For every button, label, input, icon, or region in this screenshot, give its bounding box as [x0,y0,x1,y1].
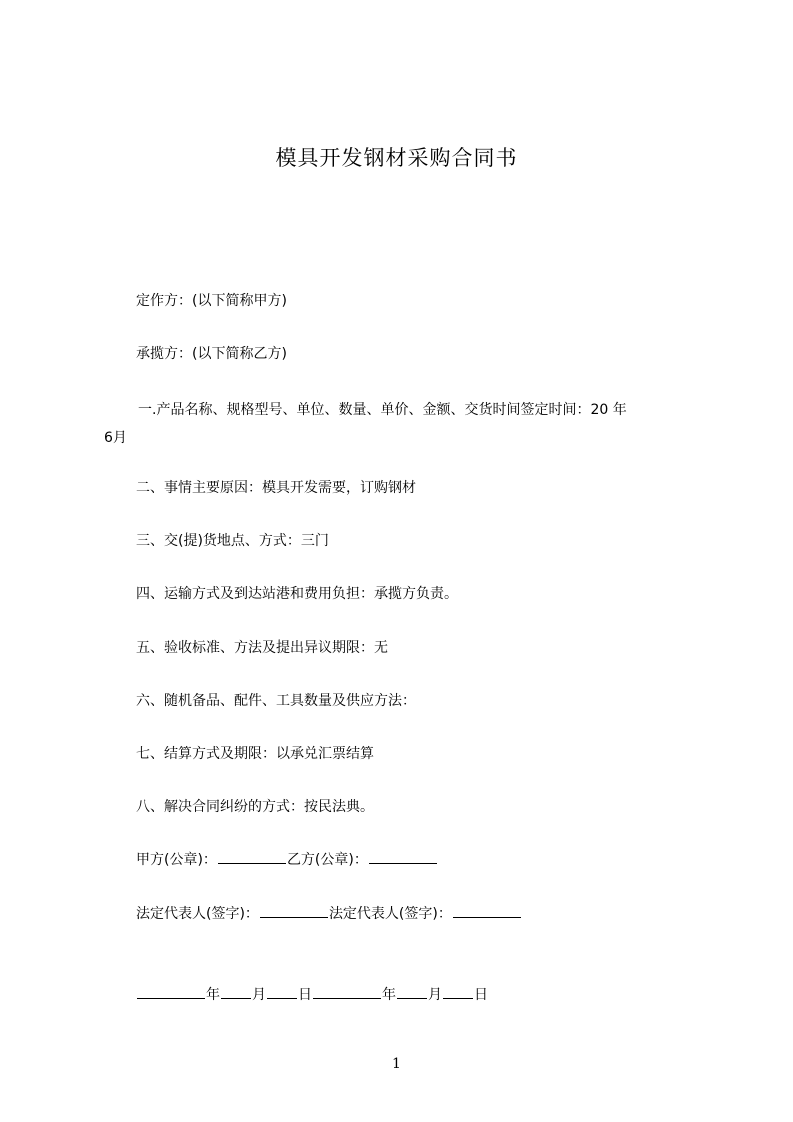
clause-3: 三、交(提)货地点、方式：三门 [136,533,329,549]
rep-b-label: 法定代表人(签字)： [328,906,452,922]
date-a-day-label: 日 [298,987,312,1003]
seal-a-label: 甲方(公章)： [136,852,217,868]
date-a-year-label: 年 [206,987,220,1003]
representative-line [136,903,522,925]
date-b-month-label: 月 [428,987,442,1003]
clause-7: 七、结算方式及期限：以承兑汇票结算 [136,746,374,762]
date-b-month-blank[interactable] [397,984,427,999]
clause-4: 四、运输方式及到达站港和费用负担：承揽方负责。 [136,586,458,602]
date-a-month-blank[interactable] [221,984,251,999]
date-a-year-blank[interactable] [137,984,205,999]
page-number: 1 [392,1056,401,1072]
seal-b-blank[interactable] [369,849,437,864]
rep-a-blank[interactable] [260,903,328,918]
clause-1-line-2: 6月 [104,430,127,446]
clause-2: 二、事情主要原因：模具开发需要，订购钢材 [136,480,416,496]
rep-b-blank[interactable] [453,903,521,918]
party-a-line: 定作方：(以下简称甲方) [136,293,287,309]
rep-a-label: 法定代表人(签字)： [136,906,259,922]
seal-line [136,849,438,871]
clause-1-line-1: 一.产品名称、规格型号、单位、数量、单价、金额、交货时间签定时间：20 年 [138,402,627,418]
clause-5: 五、验收标准、方法及提出异议期限：无 [136,640,388,656]
party-b-line: 承揽方：(以下简称乙方) [136,346,287,362]
date-b-year-label: 年 [382,987,396,1003]
date-b-day-label: 日 [474,987,488,1003]
date-a-month-label: 月 [252,987,266,1003]
date-a-day-blank[interactable] [267,984,297,999]
clause-1 [104,396,704,452]
seal-b-label: 乙方(公章)： [286,852,368,868]
clause-6: 六、随机备品、配件、工具数量及供应方法： [136,693,416,709]
date-b-year-blank[interactable] [313,984,381,999]
clause-8: 八、解决合同纠纷的方式：按民法典。 [136,799,374,815]
date-line [136,984,488,1006]
date-b-day-blank[interactable] [443,984,473,999]
document-title: 模具开发钢材采购合同书 [275,146,518,170]
seal-a-blank[interactable] [218,849,286,864]
